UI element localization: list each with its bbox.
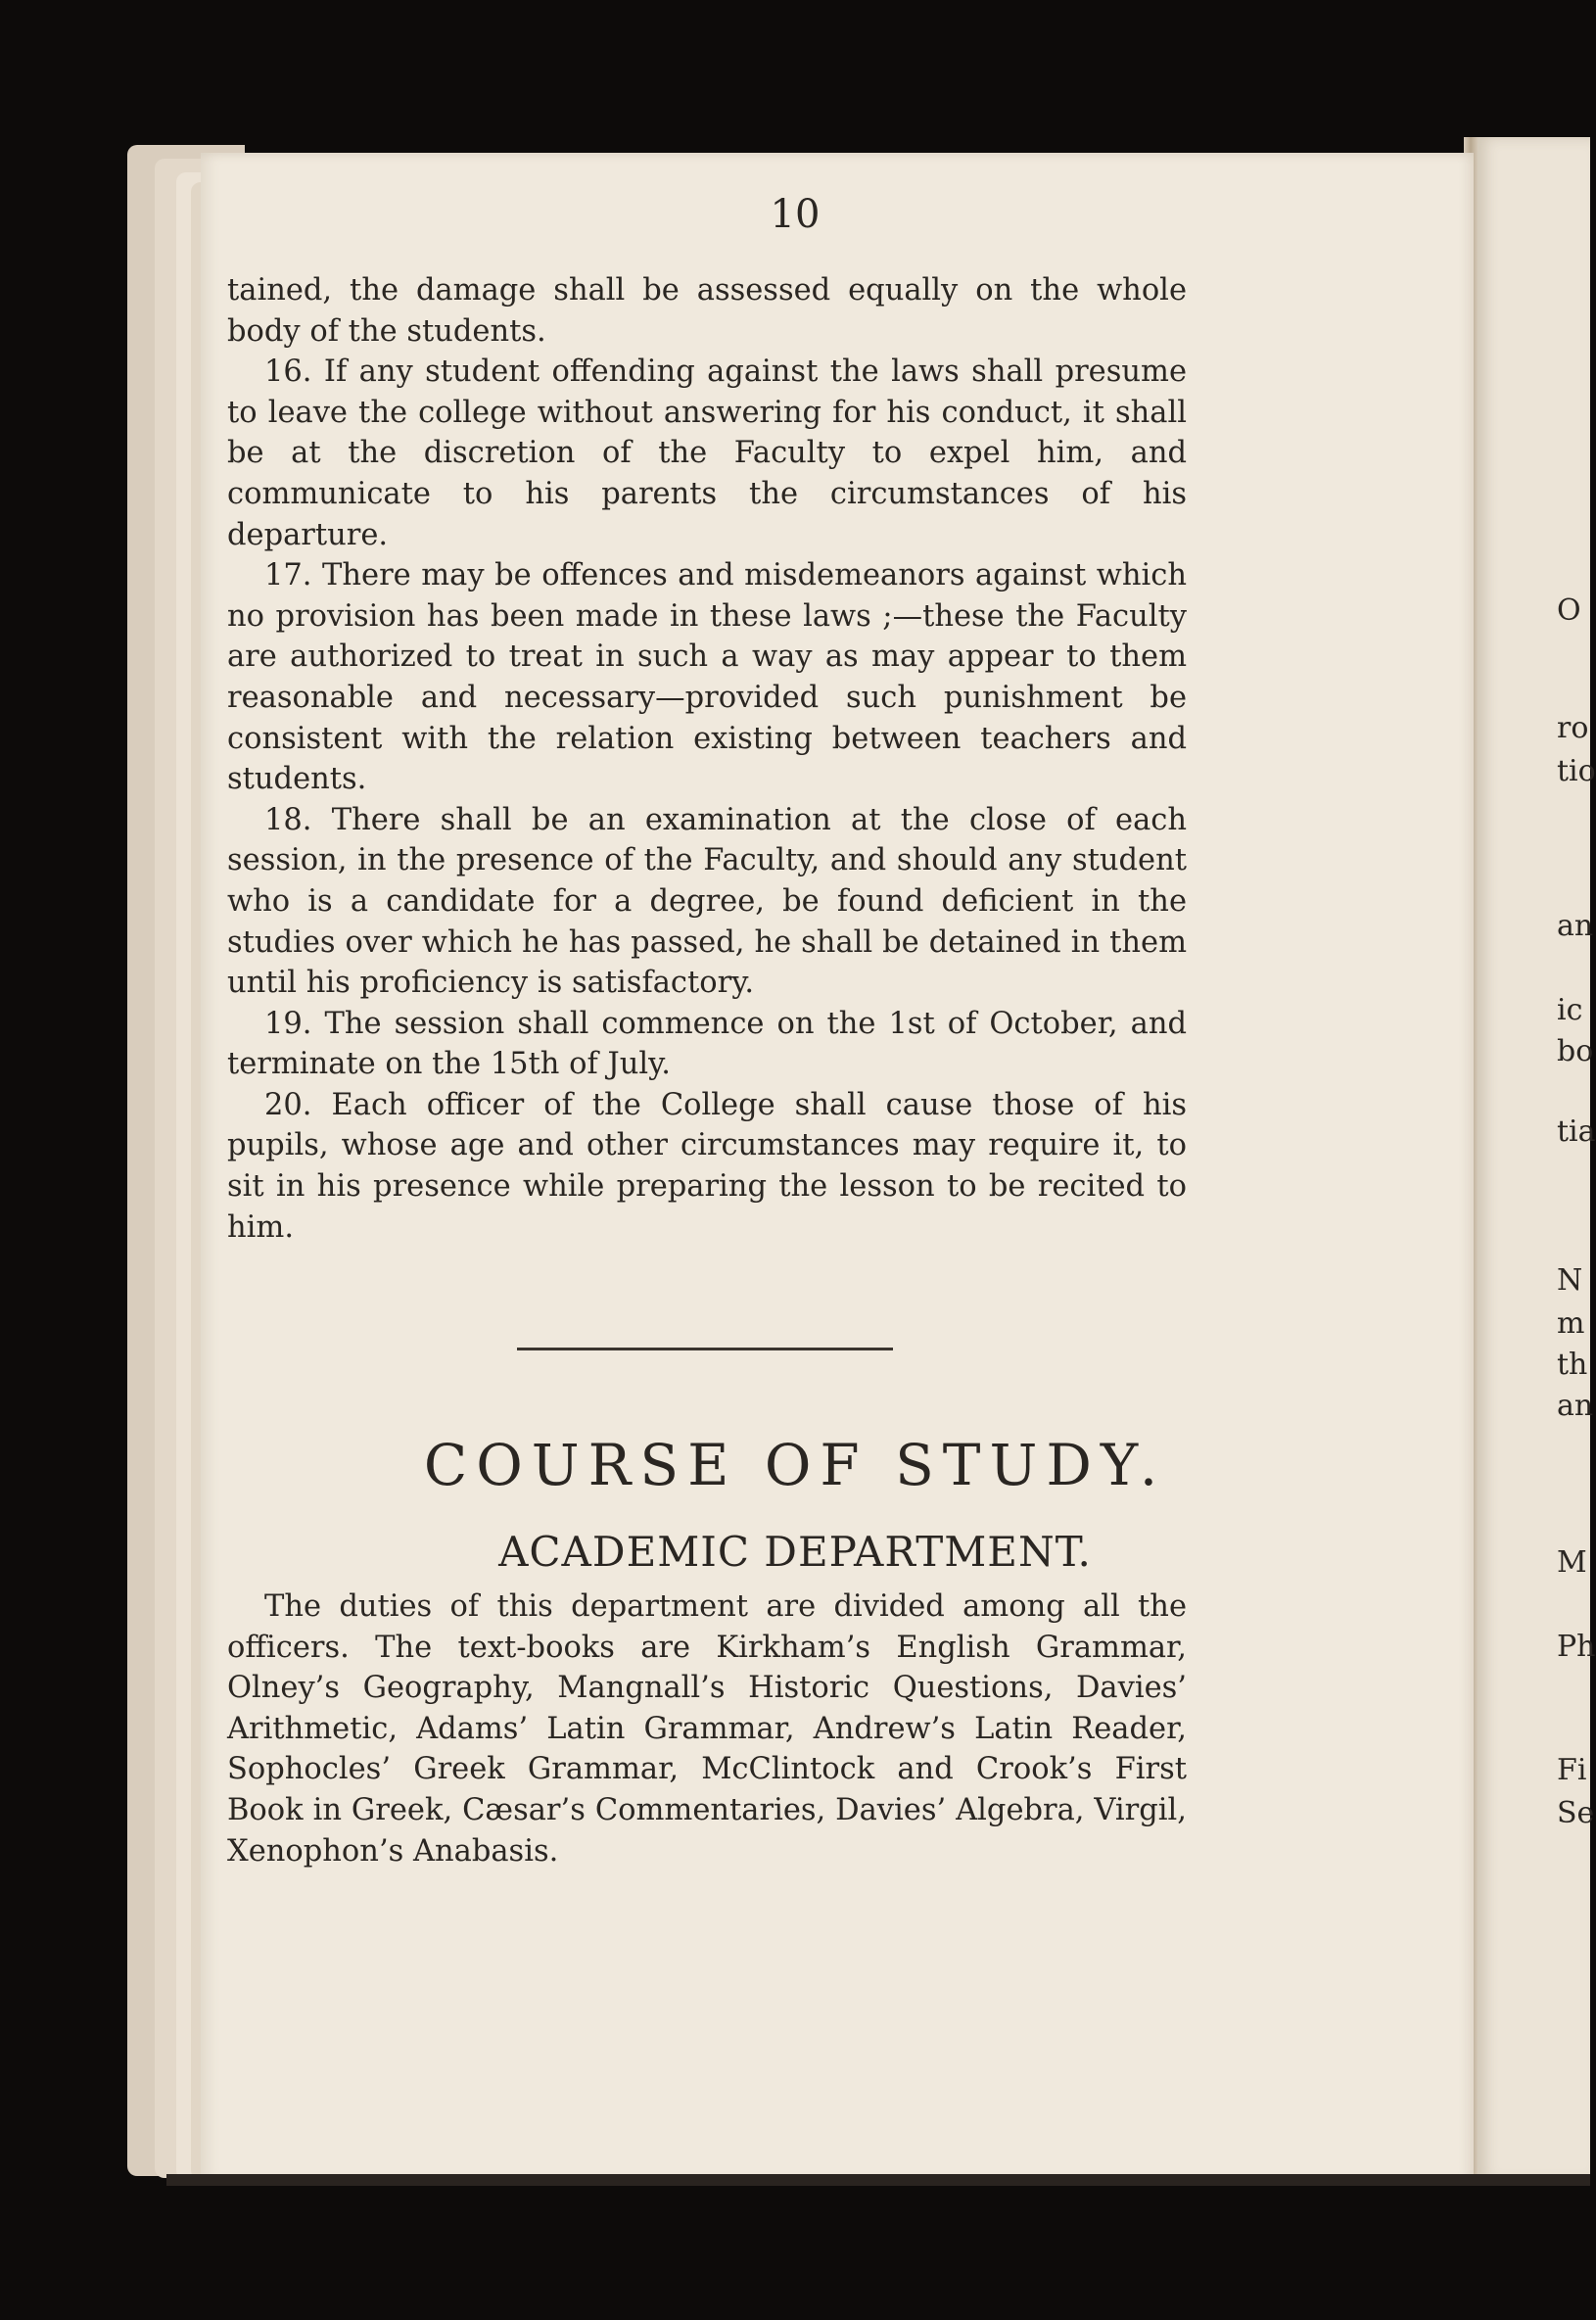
facing-page-fragment: N [1557, 1263, 1583, 1298]
facing-page-fragment: th [1557, 1348, 1588, 1382]
paragraph: tained, the damage shall be assessed equally on the whole body of the students. [227, 273, 1187, 349]
paragraph: 17. There may be offences and misdemeanors against which no provision has been made in these laws ;—these the Faculty are authorized to treat in such a way as may appear to them reasonable and necessary—provided such punishment be consistent with the relation existing between teachers and students. [227, 558, 1187, 797]
page-bottom-shadow [166, 2174, 1590, 2186]
facing-page-fragment: an [1557, 1389, 1594, 1423]
facing-page-fragment: Fi [1557, 1753, 1587, 1787]
facing-page-fragment: M [1557, 1545, 1587, 1580]
facing-page-fragment: Se [1557, 1796, 1595, 1830]
facing-page-fragment: ic [1557, 993, 1583, 1027]
facing-page-fragment: Ph [1557, 1630, 1596, 1664]
facing-page-fragment: O [1557, 593, 1581, 628]
facing-page-fragment: an [1557, 909, 1594, 943]
facing-page-fragment: bo [1557, 1034, 1594, 1068]
facing-page-fragment: m [1557, 1306, 1585, 1341]
department-text [227, 1586, 1187, 1871]
section-title: COURSE OF STUDY. [423, 1432, 1167, 1498]
facing-page [1476, 137, 1590, 2182]
paragraph: 16. If any student offending against the laws shall presume to leave the college without answering for his conduct, it shall be at the discretion of the Faculty to expel him, and communicate to his parents the circumstances of his departure. [227, 355, 1187, 552]
paragraph: The duties of this department are divided among all the officers. The text-books are Kirkham’s English Grammar, Olney’s Geography, Mangnall’s Historic Questions, Davies’ Arithmetic, Adams’ Latin Grammar, Andrew’s Latin Reader, Sophocles’ Greek Grammar, McClintock and Crook’s First Book in Greek, Cæsar’s Commentaries, Davies’ Algebra, Virgil, Xenophon’s Anabasis. [227, 1589, 1187, 1869]
paragraph: 19. The session shall commence on the 1st of October, and terminate on the 15th of July. [227, 1006, 1187, 1082]
page-number: 10 [770, 192, 821, 237]
rules-text [227, 270, 1187, 1248]
facing-page-fragment: tia [1557, 1114, 1596, 1149]
paragraph: 18. There shall be an examination at the close of each session, in the presence of the Faculty, and should any student who is a candidate for a degree, be found deficient in the studies over which he has passed, he shall be detained in them until his proficiency is satisfactory. [227, 802, 1187, 1001]
facing-page-fragment: ro [1557, 711, 1589, 745]
paragraph: 20. Each officer of the College shall cause those of his pupils, whose age and other circumstances may require it, to sit in his presence while preparing the lesson to be recited to him. [227, 1087, 1187, 1245]
facing-page-fragment: tio [1557, 754, 1596, 788]
subsection-title: ACADEMIC DEPARTMENT. [498, 1528, 1092, 1576]
section-divider [517, 1348, 893, 1350]
